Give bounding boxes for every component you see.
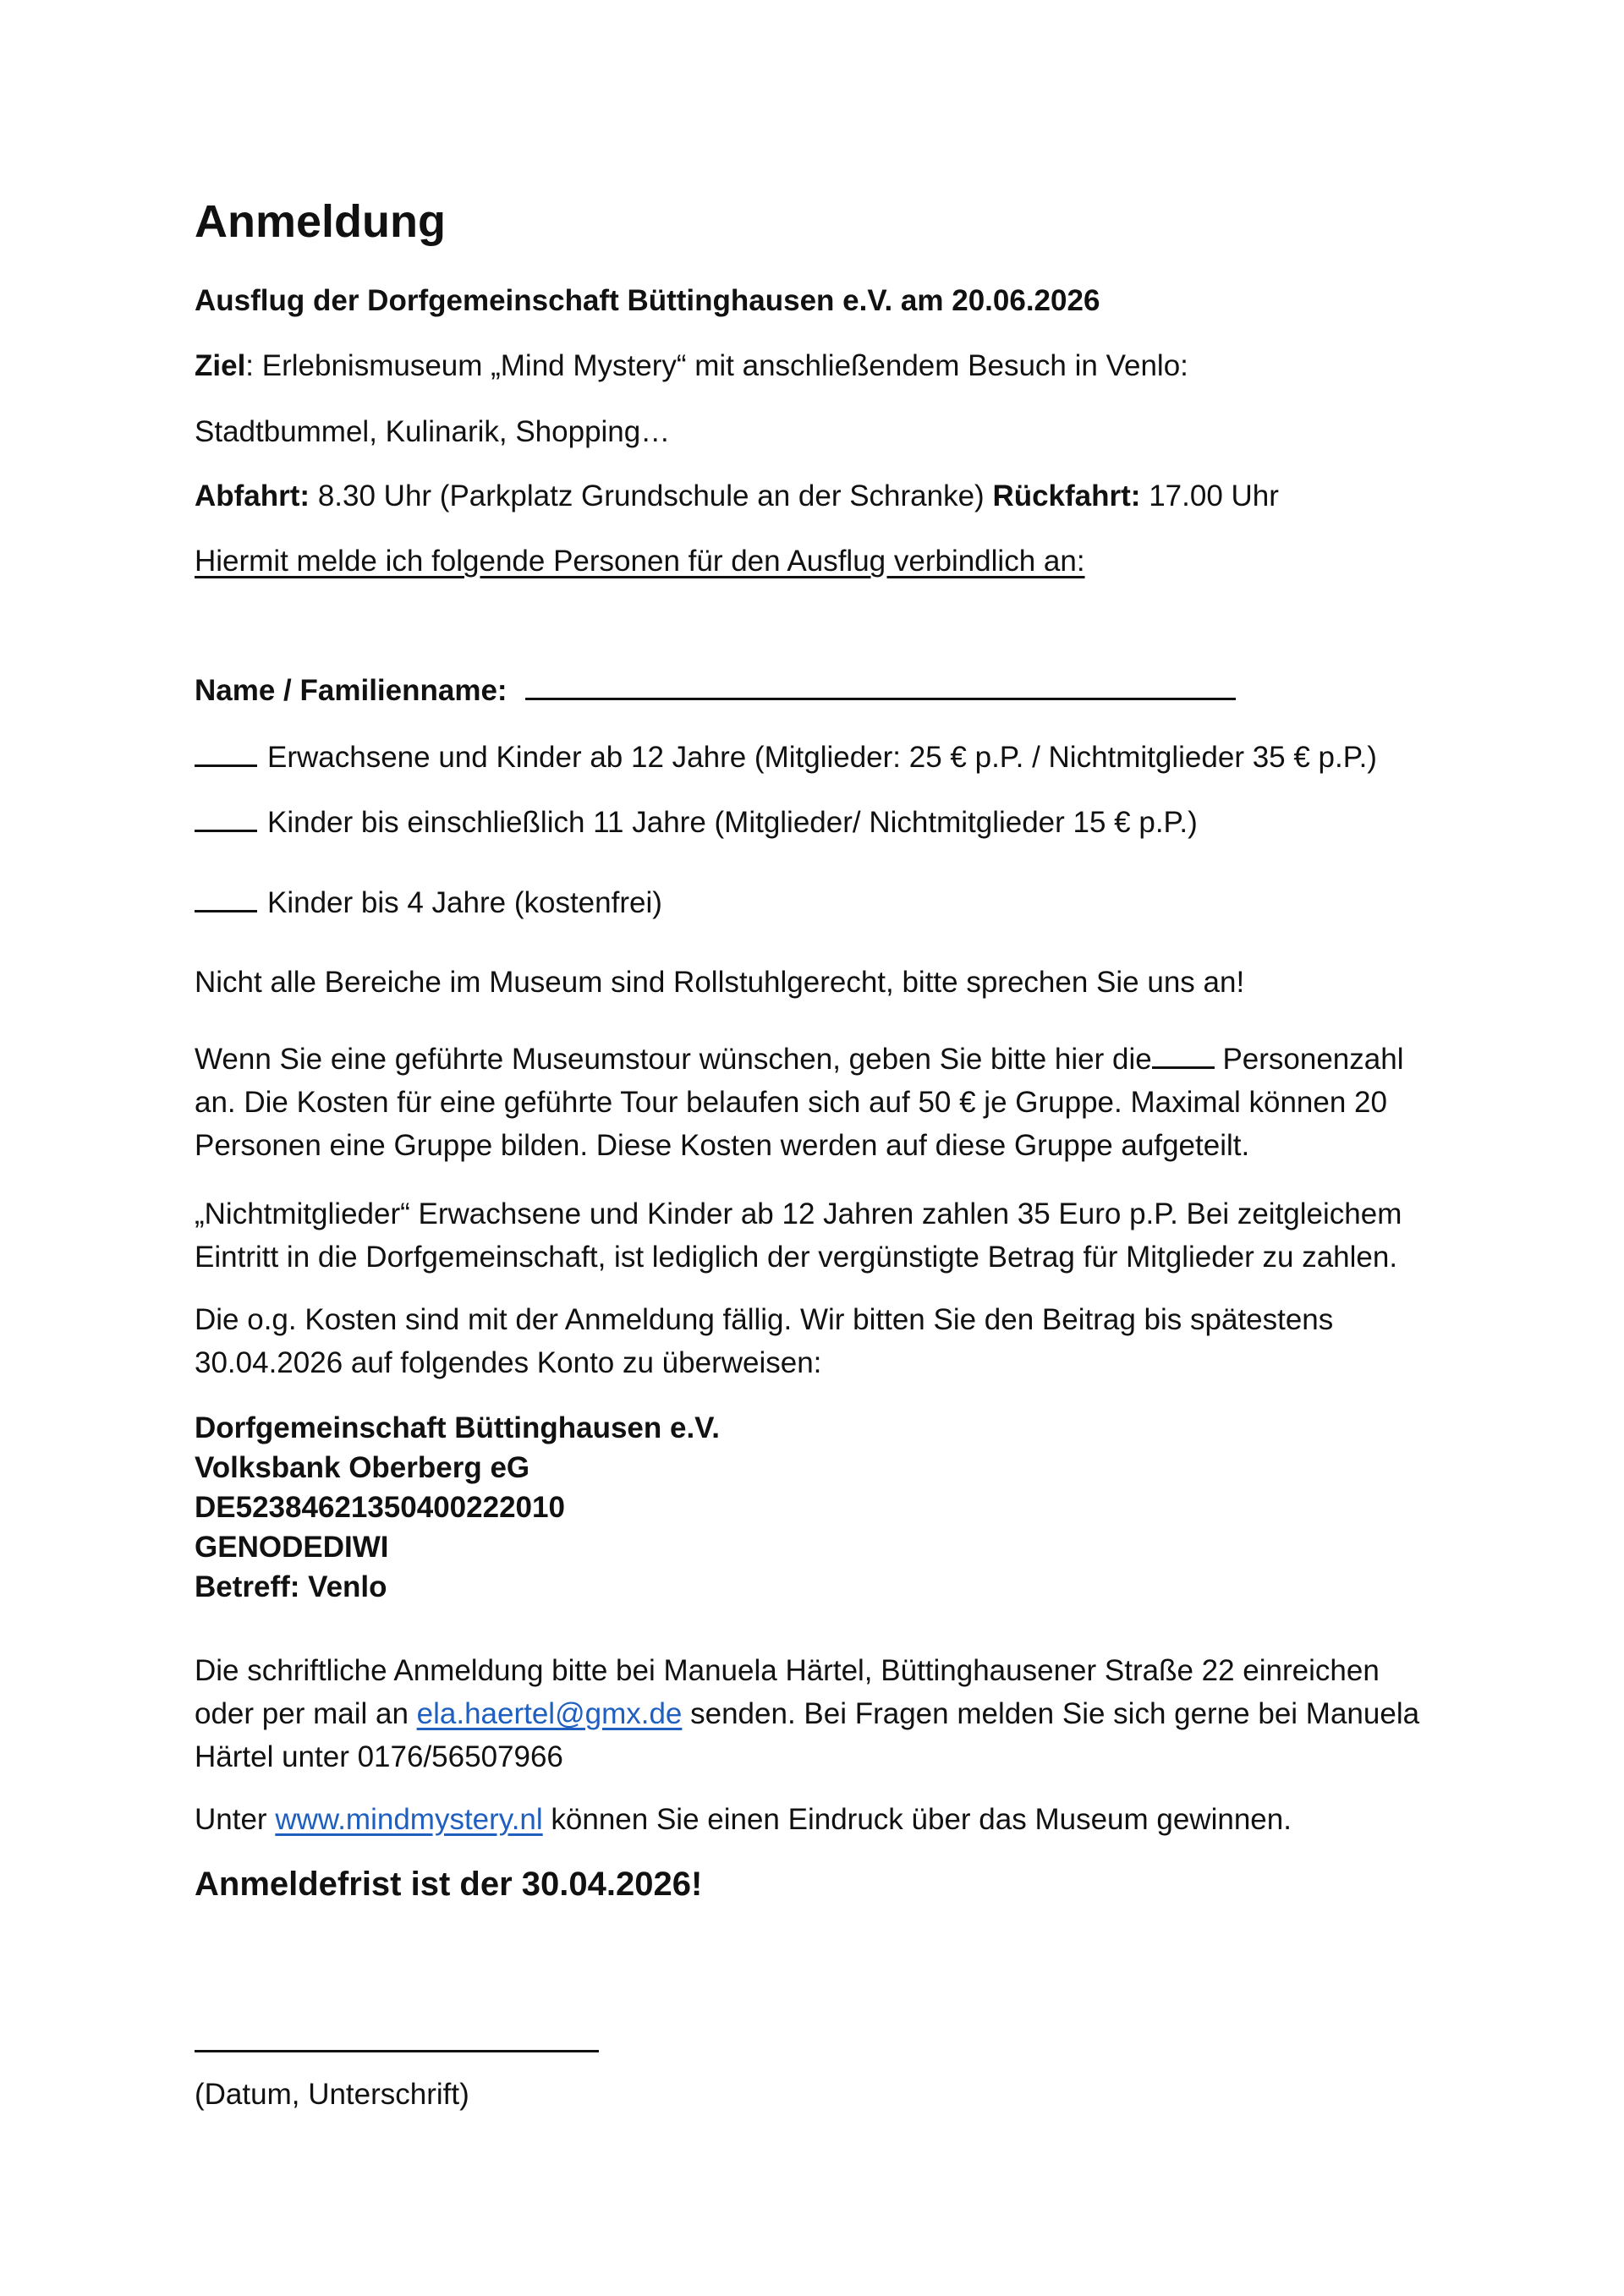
name-label: Name / Familienname: bbox=[195, 674, 508, 707]
goal-text: : Erlebnismuseum „Mind Mystery“ mit anschließendem Besuch in Venlo: bbox=[245, 349, 1188, 382]
departure-text: 8.30 Uhr (Parkplatz Grundschule an der Schranke) bbox=[310, 479, 993, 512]
option-small-children bbox=[195, 881, 662, 924]
children-count-blank[interactable] bbox=[195, 823, 257, 832]
website-text-after: können Sie einen Eindruck über das Museum gewinnen. bbox=[542, 1803, 1292, 1836]
times-line bbox=[195, 474, 1279, 518]
website-link[interactable]: www.mindmystery.nl bbox=[275, 1803, 543, 1836]
contact-text-2: senden. Bei Fragen melden Sie sich gerne bei Manuela Härtel unter 0176/56507966 bbox=[195, 1697, 1420, 1773]
contact-text-1: Die schriftliche Anmeldung bitte bei Manuela Härtel, Büttinghausener Straße 22 einreichen oder per mail an bbox=[195, 1654, 1380, 1730]
bank-name: Volksbank Oberberg eG bbox=[195, 1451, 530, 1484]
accessibility-note: Nicht alle Bereiche im Museum sind Rollstuhlgerecht, bitte sprechen Sie uns an! bbox=[195, 966, 1245, 999]
option-children bbox=[195, 801, 1198, 844]
return-text: 17.00 Uhr bbox=[1140, 479, 1279, 512]
payment-note: Die o.g. Kosten sind mit der Anmeldung fällig. Wir bitten Sie den Beitrag bis spätestens 30.04.2026 auf folgendes Konto zu überweisen: bbox=[195, 1303, 1334, 1379]
registration-deadline: Anmeldefrist ist der 30.04.2026! bbox=[195, 1866, 703, 1903]
website-text-before: Unter bbox=[195, 1803, 276, 1836]
name-input-line[interactable] bbox=[525, 691, 1236, 700]
option-adults bbox=[195, 736, 1377, 779]
option-children-label: Kinder bis einschließlich 11 Jahre (Mitglieder/ Nichtmitglieder 15 € p.P.) bbox=[267, 806, 1198, 839]
return-label: Rückfahrt: bbox=[992, 479, 1141, 512]
tour-paragraph bbox=[195, 1038, 1446, 1167]
website-line bbox=[195, 1798, 1292, 1841]
bank-bic: GENODEDIWI bbox=[195, 1531, 389, 1564]
contact-paragraph bbox=[195, 1649, 1446, 1778]
option-small-children-label: Kinder bis 4 Jahre (kostenfrei) bbox=[267, 886, 662, 919]
signature-caption: (Datum, Unterschrift) bbox=[195, 2078, 469, 2111]
tour-text-before: Wenn Sie eine geführte Museumstour wünschen, geben Sie bitte hier die bbox=[195, 1043, 1152, 1076]
option-adults-label: Erwachsene und Kinder ab 12 Jahre (Mitglieder: 25 € p.P. / Nichtmitglieder 35 € p.P.) bbox=[267, 741, 1377, 774]
departure-label: Abfahrt: bbox=[195, 479, 310, 512]
small-children-count-blank[interactable] bbox=[195, 903, 257, 912]
bank-iban: DE52384621350400222010 bbox=[195, 1491, 565, 1524]
contact-email-link[interactable]: ela.haertel@gmx.de bbox=[416, 1697, 683, 1730]
name-field-row bbox=[195, 669, 1236, 712]
page-title: Anmeldung bbox=[195, 196, 446, 247]
bank-details bbox=[195, 1408, 1446, 1607]
bank-holder: Dorfgemeinschaft Büttinghausen e.V. bbox=[195, 1411, 721, 1444]
goal-continuation: Stadtbummel, Kulinarik, Shopping… bbox=[195, 415, 671, 448]
nonmember-note: „Nichtmitglieder“ Erwachsene und Kinder ab 12 Jahren zahlen 35 Euro p.P. Bei zeitgleichem Eintritt in die Dorfgemeinschaft, ist lediglich der vergünstigte Betrag für Mitglieder zu zahlen. bbox=[195, 1197, 1402, 1274]
tour-count-blank[interactable] bbox=[1152, 1060, 1215, 1069]
trip-subheading: Ausflug der Dorfgemeinschaft Büttinghausen e.V. am 20.06.2026 bbox=[195, 284, 1100, 317]
signature-line[interactable] bbox=[195, 2050, 599, 2052]
adults-count-blank[interactable] bbox=[195, 758, 257, 767]
goal-label: Ziel bbox=[195, 349, 246, 382]
goal-line bbox=[195, 344, 1188, 387]
registration-statement: Hiermit melde ich folgende Personen für den Ausflug verbindlich an: bbox=[195, 545, 1085, 578]
bank-reference: Betreff: Venlo bbox=[195, 1570, 387, 1603]
tour-text-after: Personenzahl an. Die Kosten für eine geführte Tour belaufen sich auf 50 € je Gruppe. Maximal können 20 Personen eine Gruppe bilden. Diese Kosten werden auf diese Gruppe aufgeteilt. bbox=[195, 1043, 1404, 1162]
